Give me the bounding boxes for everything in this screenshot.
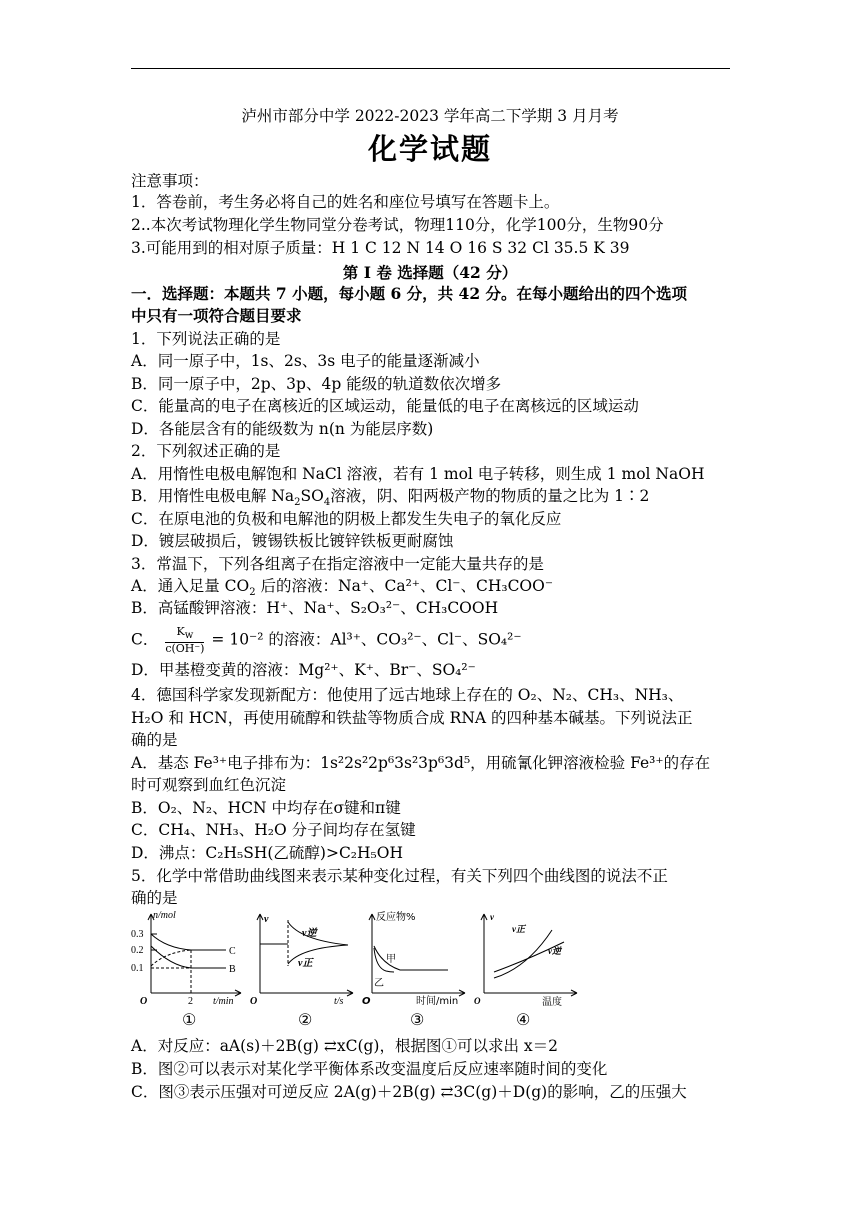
fig1-origin: O xyxy=(140,996,148,1007)
fig1-tick-x: 2 xyxy=(188,996,193,1007)
fig1-curve-c xyxy=(151,934,226,950)
fig1-tick-y-2: 0.1 xyxy=(131,963,144,974)
fig4-xlabel: 温度 xyxy=(542,997,562,1008)
figure-3-graph xyxy=(360,908,470,1008)
q1-stem: 1．下列说法正确的是 xyxy=(131,330,281,348)
q2-option-c: C．在原电池的负极和电解池的阴极上都发生失电子的氧化反应 xyxy=(131,510,562,528)
fig2-curve-v-reverse xyxy=(288,922,348,945)
figure-2-graph xyxy=(248,908,358,1008)
exam-subtitle: 泸州市部分中学 2022-2023 学年高二下学期 3 月月考 xyxy=(241,107,619,125)
fig3-label-b: 乙 xyxy=(374,978,384,989)
q2-option-b: B．用惰性电极电解 $Na_2SO_4$溶液，阴、阳两极产物的物质的量之比为 1∶2 xyxy=(131,487,650,509)
fig2-label-forward: v正 xyxy=(298,958,313,969)
q5-line-1: 5．化学中常借助曲线图来表示某种变化过程，有关下列四个曲线图的说法不正 xyxy=(131,867,668,885)
fig2-ylabel: v xyxy=(264,914,269,925)
fig4-curve-v-forward xyxy=(494,930,552,978)
q3-option-d: D．甲基橙变黄的溶液：Mg²⁺、K⁺、Br⁻、SO₄²⁻ xyxy=(131,661,476,679)
fig2-caption: ② xyxy=(298,1010,313,1029)
fig3-origin: O xyxy=(362,996,371,1007)
q4-option-c: C．CH₄、NH₃、H₂O 分子间均存在氢键 xyxy=(131,821,416,839)
section-instructions-1: 一．选择题：本题共 7 小题，每小题 6 分，共 42 分。在每小题给出的四个选项 xyxy=(131,284,688,303)
exam-title: 化学试题 xyxy=(367,132,492,166)
q3-option-b: B．高锰酸钾溶液：H⁺、Na⁺、S₂O₃²⁻、CH₃COOH xyxy=(131,599,499,617)
q4-option-a-2: 时可观察到血红色沉淀 xyxy=(131,776,287,794)
fig3-label-a: 甲 xyxy=(386,954,396,965)
q5-option-c: C．图③表示压强对可逆反应 2A(g)＋2B(g) ⇄3C(g)＋D(g)的影响，乙的压强大 xyxy=(131,1083,687,1101)
q3-stem: 3．常温下，下列各组离子在指定溶液中一定能大量共存的是 xyxy=(131,555,544,573)
fig4-ylabel: v xyxy=(490,912,494,922)
q4-line-2: H₂O 和 HCN，再使用硫醇和铁盐等物质合成 RNA 的四种基本碱基。下列说法正 xyxy=(131,709,693,727)
figure-4-graph xyxy=(472,908,582,1008)
fig1-label-b: B xyxy=(229,964,236,975)
fig3-caption: ③ xyxy=(410,1010,425,1029)
q3-option-c: C． $\frac{K_w}{c(OH^-)}$ = 10⁻² 的溶液：Al³⁺、CO₃²⁻、Cl⁻、SO₄²⁻ xyxy=(131,625,522,656)
fig2-label-reverse: v逆 xyxy=(302,928,317,939)
fig4-label-reverse: v逆 xyxy=(548,946,561,956)
fig4-caption: ④ xyxy=(516,1010,531,1029)
fig1-tick-y-1: 0.2 xyxy=(131,945,144,956)
q1-option-a: A．同一原子中，1s、2s、3s 电子的能量逐渐减小 xyxy=(131,352,480,370)
fig2-xlabel: t/s xyxy=(334,996,344,1007)
q4-line-3: 确的是 xyxy=(131,731,178,749)
kw-fraction: $\frac{K_w}{c(OH^-)}$ xyxy=(165,625,205,656)
q4-line-1: 4．德国科学家发现新配方：他使用了远古地球上存在的 O₂、N₂、CH₃、NH₃、 xyxy=(131,686,684,704)
section-instructions-2: 中只有一项符合题目要求 xyxy=(131,306,302,325)
fig4-origin: O xyxy=(474,996,481,1006)
q1-option-c: C．能量高的电子在离核近的区域运动，能量低的电子在离核远的区域运动 xyxy=(131,397,639,415)
fig1-label-c: C xyxy=(229,946,236,957)
fig3-ylabel: 反应物% xyxy=(376,912,416,923)
notice-item-3: 3.可能用到的相对原子质量：H 1 C 12 N 14 O 16 S 32 Cl 35.5 K 39 xyxy=(131,239,630,257)
q2-stem: 2．下列叙述正确的是 xyxy=(131,442,281,460)
notice-heading: 注意事项： xyxy=(131,172,209,190)
q5-option-a: A．对反应：aA(s)＋2B(g) ⇄xC(g)，根据图①可以求出 x＝2 xyxy=(131,1037,559,1055)
q5-line-2: 确的是 xyxy=(131,889,178,907)
q1-option-b: B．同一原子中，2p、3p、4p 能级的轨道数依次增多 xyxy=(131,375,502,393)
fig3-xlabel: 时间/min xyxy=(416,996,459,1007)
q2-option-a: A．用惰性电极电解饱和 NaCl 溶液，若有 1 mol 电子转移，则生成 1 mol NaOH xyxy=(131,465,705,483)
header-rule xyxy=(131,68,730,69)
figure-1-graph xyxy=(131,908,251,1008)
q1-option-d: D．各能层含有的能级数为 n(n 为能层序数) xyxy=(131,420,434,438)
section-title: 第 I 卷 选择题（42 分） xyxy=(342,263,518,282)
notice-item-1: 1．答卷前，考生务必将自己的姓名和座位号填写在答题卡上。 xyxy=(131,193,560,211)
q4-option-d: D．沸点：C₂H₅SH(乙硫醇)>C₂H₅OH xyxy=(131,844,403,862)
fig2-curve-v-forward xyxy=(288,945,348,964)
fig1-caption: ① xyxy=(182,1010,197,1029)
fig1-xlabel: t/min xyxy=(213,996,234,1007)
fig2-origin: O xyxy=(250,996,258,1007)
q3-option-a: A．通入足量 $CO_2$ 后的溶液：Na⁺、Ca²⁺、Cl⁻、CH₃COO⁻ xyxy=(131,577,554,599)
q4-option-a-1: A．基态 Fe³⁺电子排布为：1s²2s²2p⁶3s²3p⁶3d⁵，用硫氰化钾溶液检验 Fe³⁺的存在 xyxy=(131,754,711,772)
fig1-tick-y-0: 0.3 xyxy=(131,929,144,940)
q2-option-d: D．镀层破损后，镀锡铁板比镀锌铁板更耐腐蚀 xyxy=(131,532,454,550)
fig1-ylabel: n/mol xyxy=(153,910,176,921)
fig4-label-forward: v正 xyxy=(512,924,525,934)
q5-option-b: B．图②可以表示对某化学平衡体系改变温度后反应速率随时间的变化 xyxy=(131,1060,608,1078)
q4-option-b: B．O₂、N₂、HCN 中均存在σ键和π键 xyxy=(131,799,401,817)
notice-item-2: 2..本次考试物理化学生物同堂分卷考试，物理110分，化学100分，生物90分 xyxy=(131,216,664,234)
